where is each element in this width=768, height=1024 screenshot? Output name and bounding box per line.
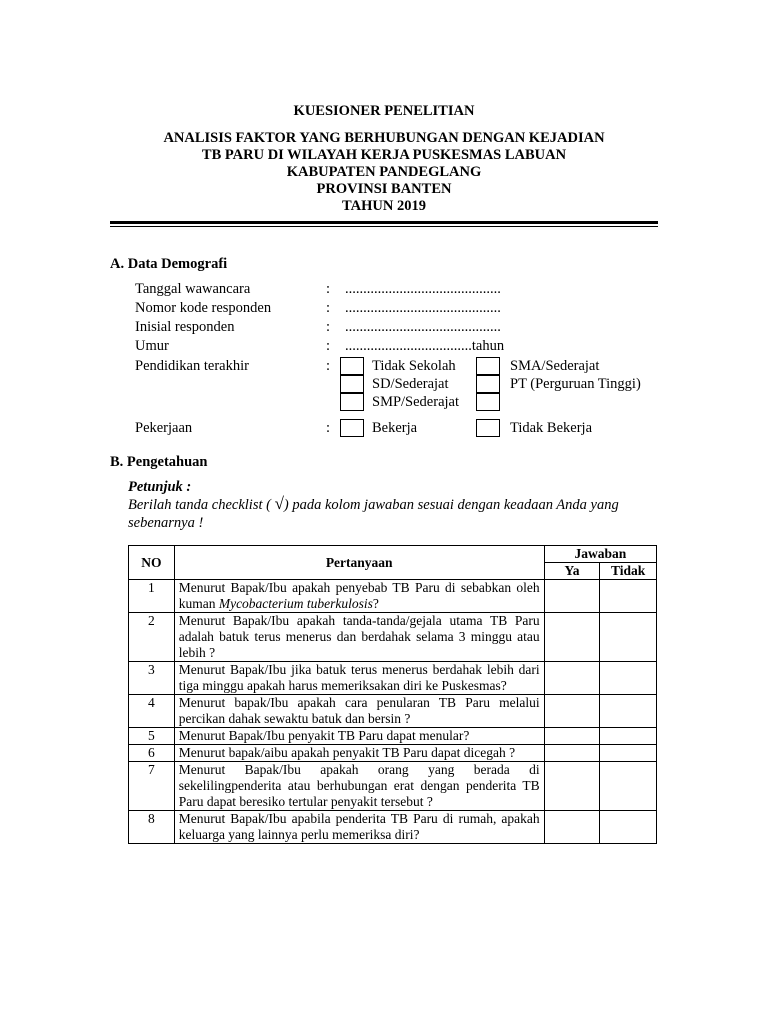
table-row (129, 695, 657, 728)
header-rule-thick (110, 221, 658, 224)
field-label-job: Pekerjaan (135, 420, 193, 436)
table-row (129, 613, 657, 662)
answer-yes-cell[interactable] (544, 662, 600, 695)
question-number: 7 (129, 762, 175, 811)
question-text (174, 811, 544, 844)
question-number: 3 (129, 662, 175, 695)
header-line: KABUPATEN PANDEGLANG (286, 164, 482, 180)
question-text (174, 745, 544, 762)
header-question: Pertanyaan (174, 546, 544, 580)
checkbox-sd[interactable] (340, 375, 364, 393)
question-number: 5 (129, 728, 175, 745)
option-not-working: Tidak Bekerja (510, 420, 593, 436)
question-text-main: Menurut Bapak/Ibu apakah penyebab TB Paru di sebabkan oleh kuman (178, 580, 540, 611)
checkbox-not-working[interactable] (476, 419, 500, 437)
answer-yes-cell[interactable] (544, 811, 600, 844)
question-number: 8 (129, 811, 175, 844)
option-no-school: Tidak Sekolah (372, 358, 456, 374)
instruction-title: Petunjuk : (128, 479, 192, 495)
header-rule-thin (110, 226, 658, 227)
answer-no-cell[interactable] (600, 695, 657, 728)
question-text (174, 580, 544, 613)
question-text-main: Menurut Bapak/Ibu apakah tanda-tanda/gejala utama TB Paru adalah batuk terus menerus dan berdahak selama 3 minggu atau lebih ? (178, 613, 540, 660)
checkbox-pt[interactable] (476, 375, 500, 393)
header-yes: Ya (544, 563, 600, 580)
answer-no-cell[interactable] (600, 811, 657, 844)
answer-no-cell[interactable] (600, 745, 657, 762)
question-text (174, 695, 544, 728)
header-line: ANALISIS FAKTOR YANG BERHUBUNGAN DENGAN KEJADIAN (163, 130, 605, 146)
option-sma: SMA/Sederajat (510, 358, 600, 374)
field-colon: : (326, 358, 331, 374)
document-header (0, 130, 768, 215)
checkbox-no-school[interactable] (340, 357, 364, 375)
instruction-text (128, 495, 663, 532)
instruction-pre: Berilah tanda checklist ( (128, 497, 275, 513)
question-number: 1 (129, 580, 175, 613)
option-smp: SMP/Sederajat (372, 394, 459, 410)
field-colon: : (326, 319, 331, 335)
option-pt: PT (Perguruan Tinggi) (510, 376, 641, 392)
checkbox-smp[interactable] (340, 393, 364, 411)
header-line: TB PARU DI WILAYAH KERJA PUSKESMAS LABUAN (201, 147, 567, 163)
question-text-main: Menurut Bapak/Ibu apakah orang yang berada di sekelilingpenderita atau berhubungan erat dengan penderita TB Paru dapat beresiko tertular penyakit tersebut ? (178, 762, 540, 809)
header-answer: Jawaban (544, 546, 656, 563)
checkbox-sma[interactable] (476, 357, 500, 375)
checkbox-empty[interactable] (476, 393, 500, 411)
option-sd: SD/Sederajat (372, 376, 449, 392)
table-row (129, 728, 657, 745)
field-colon: : (326, 281, 331, 297)
answer-yes-cell[interactable] (544, 745, 600, 762)
answer-no-cell[interactable] (600, 728, 657, 745)
question-text-main: Menurut Bapak/Ibu penyakit TB Paru dapat menular? (178, 728, 470, 743)
header-no: NO (129, 546, 175, 580)
answer-yes-cell[interactable] (544, 695, 600, 728)
field-date-blank[interactable]: ........................................... (345, 281, 501, 297)
header-line: PROVINSI BANTEN (316, 181, 452, 197)
answer-yes-cell[interactable] (544, 580, 600, 613)
checkbox-working[interactable] (340, 419, 364, 437)
field-label-respondent-code: Nomor kode responden (135, 300, 272, 316)
question-text-italic: Mycobacterium tuberkulosis (218, 596, 373, 611)
question-text-main: Menurut Bapak/Ibu apabila penderita TB Paru di rumah, apakah keluarga yang lainnya perlu memeriksa diri? (178, 811, 540, 842)
question-text (174, 613, 544, 662)
table-row (129, 811, 657, 844)
instruction-post: ) pada kolom jawaban sesuai dengan keadaan Anda yang sebenarnya ! (128, 497, 619, 531)
table-row (129, 745, 657, 762)
field-colon: : (326, 338, 331, 354)
field-age-blank[interactable]: ...................................tahun (345, 338, 505, 354)
question-number: 2 (129, 613, 175, 662)
question-text-end: ? (372, 596, 379, 611)
question-text (174, 662, 544, 695)
question-text-main: Menurut bapak/Ibu apakah cara penularan TB Paru melalui percikan dahak sewaktu batuk dan bersin ? (178, 695, 540, 726)
field-initials-blank[interactable]: ........................................... (345, 319, 501, 335)
document-title: KUESIONER PENELITIAN (293, 103, 475, 119)
field-label-date: Tanggal wawancara (135, 281, 251, 297)
answer-no-cell[interactable] (600, 662, 657, 695)
answer-no-cell[interactable] (600, 613, 657, 662)
field-respondent-code-blank[interactable]: ........................................... (345, 300, 501, 316)
section-b-heading: B. Pengetahuan (110, 454, 208, 470)
header-line: TAHUN 2019 (342, 198, 426, 214)
table-row (129, 580, 657, 613)
field-label-initials: Inisial responden (135, 319, 235, 335)
question-number: 6 (129, 745, 175, 762)
field-colon: : (326, 300, 331, 316)
field-colon: : (326, 420, 331, 436)
check-mark-icon: √ (274, 494, 284, 513)
table-row (129, 662, 657, 695)
question-text-main: Menurut Bapak/Ibu jika batuk terus menerus berdahak lebih dari tiga minggu apakah harus memeriksakan diri ke Puskesmas? (178, 662, 540, 693)
answer-yes-cell[interactable] (544, 762, 600, 811)
answer-no-cell[interactable] (600, 580, 657, 613)
field-label-education: Pendidikan terakhir (135, 358, 249, 374)
option-working: Bekerja (372, 420, 418, 436)
field-label-age: Umur (135, 338, 169, 354)
questions-table (128, 545, 657, 844)
question-text (174, 728, 544, 745)
table-row (129, 762, 657, 811)
question-text-main: Menurut bapak/aibu apakah penyakit TB Paru dapat dicegah ? (178, 745, 516, 760)
answer-yes-cell[interactable] (544, 728, 600, 745)
question-text (174, 762, 544, 811)
section-a-heading: A. Data Demografi (110, 256, 228, 272)
header-no-answer: Tidak (600, 563, 657, 580)
answer-yes-cell[interactable] (544, 613, 600, 662)
answer-no-cell[interactable] (600, 762, 657, 811)
question-number: 4 (129, 695, 175, 728)
question-rows (129, 580, 657, 844)
